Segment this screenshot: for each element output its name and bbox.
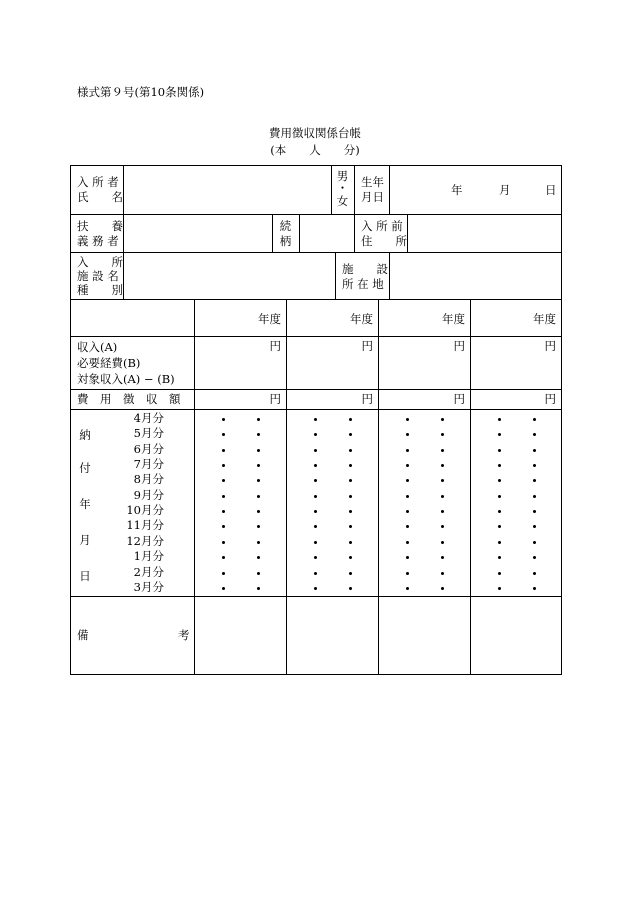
payment-date-label-3: 年 [79,497,91,511]
date-separator-dot [349,510,352,513]
date-separator-dot [406,556,409,559]
month-sep: 9月分 [133,488,164,502]
date-separator-dot [441,556,444,559]
payment-date-label-1: 納 [79,428,91,442]
birthdate-day: 日 [545,183,557,197]
fee-unit-2: 円 [361,392,373,406]
date-separator-dot [349,556,352,559]
date-separator-dot [441,572,444,575]
date-separator-dot [498,464,501,467]
date-separator-dot [349,464,352,467]
date-separator-dot [441,510,444,513]
month-jul: 7月分 [133,457,164,471]
relationship-field[interactable] [300,215,353,251]
sex-male: 男 [336,169,349,183]
resident-name-label-2: 氏 名 [77,190,123,204]
remarks-field-2[interactable] [287,597,377,673]
prev-address-label-2: 住 所 [361,234,407,248]
date-separator-dot [314,587,317,590]
birthdate-label-1: 生年 [361,175,384,189]
date-separator-dot [498,479,501,482]
date-separator-dot [533,449,536,452]
support-obligor-label-2: 義 務 者 [77,234,119,248]
facility-type-label-3: 種 別 [77,283,123,297]
date-separator-dot [441,464,444,467]
relationship-label-1: 続 [279,219,292,233]
month-mar: 3月分 [133,580,164,594]
page-title: 費用徴収関係台帳 [269,126,361,140]
date-separator-dot [406,510,409,513]
date-separator-dot [222,541,225,544]
date-separator-dot [441,525,444,528]
relationship-label-2: 柄 [279,234,292,248]
date-separator-dot [406,495,409,498]
expenses-label: 必要経費(B) [77,356,141,370]
date-separator-dot [349,541,352,544]
date-separator-dot [314,433,317,436]
date-separator-dot [441,433,444,436]
month-apr: 4月分 [133,411,164,425]
date-separator-dot [406,433,409,436]
payment-date-label-4: 月 [79,533,91,547]
date-separator-dot [406,525,409,528]
date-separator-dot [406,464,409,467]
page-subtitle: (本 人 分) [270,143,360,157]
date-separator-dot [406,587,409,590]
facility-location-label-1: 施 設 [342,262,388,276]
date-separator-dot [257,556,260,559]
date-separator-dot [533,556,536,559]
date-separator-dot [314,541,317,544]
date-separator-dot [314,525,317,528]
remarks-field-4[interactable] [471,597,560,673]
date-separator-dot [498,418,501,421]
prev-address-label-1: 入 所 前 [361,219,403,233]
date-separator-dot [406,541,409,544]
date-separator-dot [498,495,501,498]
month-nov: 11月分 [126,518,164,532]
date-separator-dot [257,433,260,436]
income-unit-2: 円 [361,339,373,353]
resident-name-field[interactable] [124,166,330,213]
date-separator-dot [349,449,352,452]
date-separator-dot [349,525,352,528]
date-separator-dot [498,587,501,590]
date-separator-dot [257,495,260,498]
remarks-field-1[interactable] [195,597,285,673]
income-label: 収入(A) [77,340,118,354]
facility-type-label-1: 入 所 [77,255,123,269]
prev-address-field[interactable] [408,215,560,251]
date-separator-dot [533,587,536,590]
date-separator-dot [257,418,260,421]
date-separator-dot [349,479,352,482]
date-separator-dot [441,541,444,544]
date-separator-dot [533,418,536,421]
date-separator-dot [349,587,352,590]
birthdate-month: 月 [499,183,511,197]
date-separator-dot [222,464,225,467]
date-separator-dot [533,433,536,436]
date-separator-dot [314,449,317,452]
date-separator-dot [441,418,444,421]
date-separator-dot [257,464,260,467]
date-separator-dot [533,510,536,513]
month-jan: 1月分 [133,549,164,563]
date-separator-dot [222,418,225,421]
date-separator-dot [498,525,501,528]
date-separator-dot [533,572,536,575]
month-jun: 6月分 [133,442,164,456]
income-unit-1: 円 [269,339,281,353]
fee-unit-3: 円 [453,392,465,406]
form-number: 様式第９号(第10条関係) [77,85,205,99]
facility-location-field[interactable] [390,253,560,298]
date-separator-dot [533,479,536,482]
fiscal-year-2: 年度 [350,312,373,326]
income-unit-4: 円 [544,339,556,353]
date-separator-dot [349,572,352,575]
date-separator-dot [406,479,409,482]
month-dec: 12月分 [126,534,164,548]
fee-amount-label: 費 用 徴 収 額 [77,392,181,406]
payment-date-label-5: 日 [79,569,91,583]
month-may: 5月分 [133,426,164,440]
date-separator-dot [257,479,260,482]
date-separator-dot [533,495,536,498]
remarks-field-3[interactable] [379,597,469,673]
date-separator-dot [349,495,352,498]
date-separator-dot [314,464,317,467]
fiscal-year-3: 年度 [442,312,465,326]
fee-unit-1: 円 [269,392,281,406]
facility-type-field[interactable] [124,253,334,298]
date-separator-dot [498,433,501,436]
date-separator-dot [498,556,501,559]
date-separator-dot [406,449,409,452]
date-separator-dot [441,479,444,482]
date-separator-dot [314,495,317,498]
sex-separator: ・ [336,181,349,195]
facility-location-label-2: 所 在 地 [342,277,384,291]
date-separator-dot [257,541,260,544]
date-separator-dot [314,479,317,482]
date-separator-dot [533,464,536,467]
month-aug: 8月分 [133,472,164,486]
date-separator-dot [222,495,225,498]
date-separator-dot [498,572,501,575]
birthdate-year: 年 [451,183,463,197]
net-income-label: 対象収入(A) − (B) [77,372,175,386]
date-separator-dot [314,510,317,513]
birthdate-field[interactable] [390,166,560,213]
date-separator-dot [349,433,352,436]
date-separator-dot [257,587,260,590]
remarks-label-1: 備 [77,628,89,642]
date-separator-dot [314,418,317,421]
date-separator-dot [406,418,409,421]
payment-date-label-2: 付 [79,461,91,475]
birthdate-label-2: 月日 [361,190,384,204]
remarks-label-2: 考 [178,628,190,642]
date-separator-dot [222,433,225,436]
date-separator-dot [314,556,317,559]
month-feb: 2月分 [133,565,164,579]
date-separator-dot [257,572,260,575]
date-separator-dot [441,449,444,452]
facility-type-label-2: 施 設 名 [77,269,119,283]
income-unit-3: 円 [453,339,465,353]
date-separator-dot [498,510,501,513]
support-obligor-field[interactable] [124,215,271,251]
date-separator-dot [222,572,225,575]
date-separator-dot [498,541,501,544]
fiscal-year-4: 年度 [533,312,556,326]
date-separator-dot [222,525,225,528]
date-separator-dot [222,587,225,590]
support-obligor-label-1: 扶 養 [77,219,123,233]
date-separator-dot [222,510,225,513]
date-separator-dot [314,572,317,575]
date-separator-dot [349,418,352,421]
date-separator-dot [222,556,225,559]
date-separator-dot [257,525,260,528]
date-separator-dot [441,495,444,498]
date-separator-dot [441,587,444,590]
fiscal-year-1: 年度 [258,312,281,326]
date-separator-dot [406,572,409,575]
date-separator-dot [222,449,225,452]
date-separator-dot [257,510,260,513]
date-separator-dot [257,449,260,452]
sex-female: 女 [336,194,349,208]
fee-unit-4: 円 [544,392,556,406]
date-separator-dot [533,541,536,544]
month-oct: 10月分 [126,503,164,517]
date-separator-dot [533,525,536,528]
resident-name-label-1: 入 所 者 [77,175,119,189]
date-separator-dot [222,479,225,482]
date-separator-dot [498,449,501,452]
